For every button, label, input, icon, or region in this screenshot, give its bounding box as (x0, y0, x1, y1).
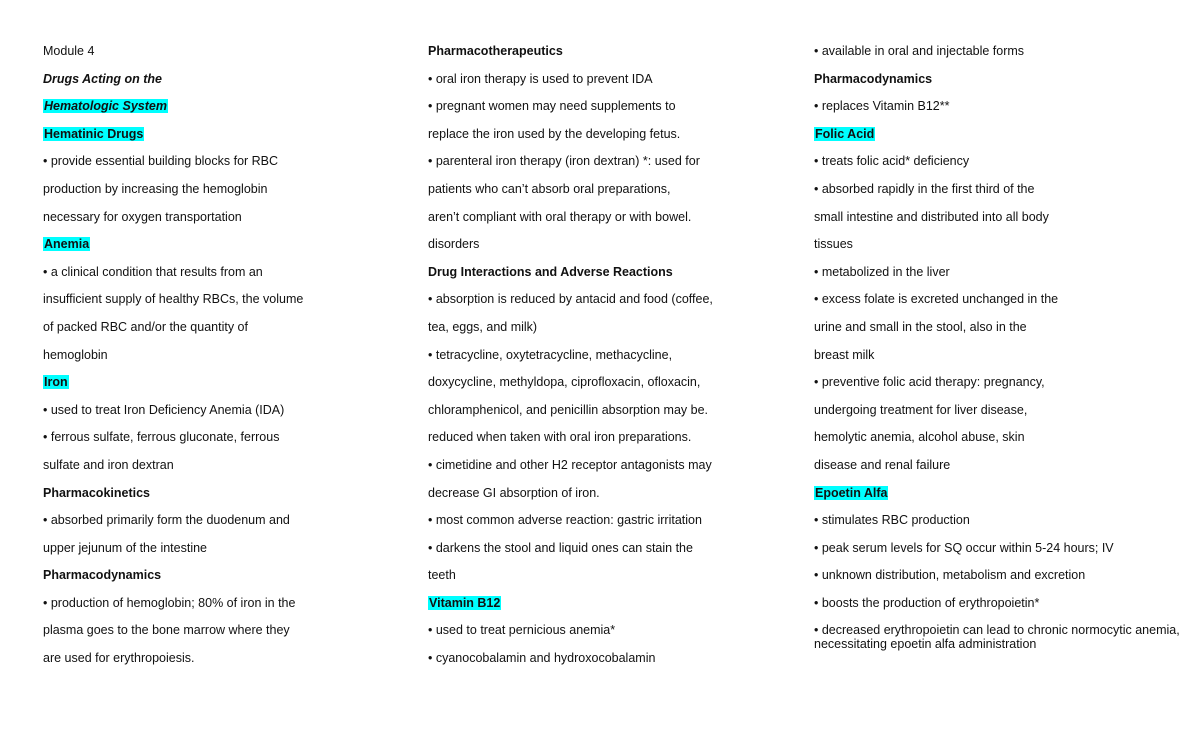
text-line: of packed RBC and/or the quantity of (43, 319, 248, 334)
text-line: • oral iron therapy is used to prevent IDA (428, 71, 653, 86)
text-line: • absorption is reduced by antacid and food (coffee, (428, 292, 713, 307)
text-line: • cyanocobalamin and hydroxocobalamin (428, 651, 656, 666)
text-line: patients who can’t absorb oral preparations, (428, 181, 671, 196)
document-title-line-2: Hematologic System (44, 99, 167, 114)
text-line: chloramphenicol, and penicillin absorption may be. (428, 402, 709, 417)
text-line: • absorbed primarily form the duodenum and (43, 513, 290, 528)
heading-hematinic-drugs: Hematinic Drugs (44, 126, 144, 141)
text-line: • cimetidine and other H2 receptor antagonists may (428, 457, 712, 472)
text-line: • used to treat pernicious anemia* (428, 623, 616, 638)
text-line: • treats folic acid* deficiency (814, 154, 970, 169)
column-left (43, 40, 383, 675)
text-line: decrease GI absorption of iron. (428, 485, 600, 500)
text-line: hemoglobin (43, 347, 108, 362)
text-line: tea, eggs, and milk) (428, 319, 538, 334)
text-line: breast milk (814, 347, 875, 362)
text-line: reduced when taken with oral iron preparations. (428, 430, 692, 445)
text-line: aren’t compliant with oral therapy or with bowel. (428, 209, 692, 224)
text-line: • stimulates RBC production (814, 513, 970, 528)
text-line: production by increasing the hemoglobin (43, 181, 268, 196)
text-line: upper jejunum of the intestine (43, 540, 207, 555)
text-line: small intestine and distributed into all body (814, 209, 1049, 224)
text-line: undergoing treatment for liver disease, (814, 402, 1028, 417)
text-line: necessary for oxygen transportation (43, 209, 242, 224)
text-line: • most common adverse reaction: gastric irritation (428, 513, 702, 528)
text-line: • peak serum levels for SQ occur within 5-24 hours; IV (814, 540, 1114, 555)
heading-folic-acid: Folic Acid (815, 126, 875, 141)
heading-anemia: Anemia (44, 237, 90, 252)
text-line: • parenteral iron therapy (iron dextran) *: used for (428, 154, 700, 169)
subheading-pharmacodynamics: Pharmacodynamics (814, 71, 933, 86)
heading-iron: Iron (44, 375, 68, 390)
subheading-pharmacokinetics: Pharmacokinetics (43, 485, 150, 500)
text-line: are used for erythropoiesis. (43, 651, 195, 666)
subheading-pharmacodynamics: Pharmacodynamics (43, 568, 162, 583)
column-right (814, 40, 1184, 653)
text-line: • provide essential building blocks for RBC (43, 154, 279, 169)
text-line: replace the iron used by the developing fetus. (428, 126, 681, 141)
document-title-line-1: Drugs Acting on the (43, 71, 162, 86)
text-line: • boosts the production of erythropoietin* (814, 595, 1040, 610)
text-line: disorders (428, 237, 480, 252)
text-line: urine and small in the stool, also in the (814, 319, 1027, 334)
text-line: • darkens the stool and liquid ones can stain the (428, 540, 693, 555)
text-line: teeth (428, 568, 456, 583)
module-label: Module 4 (43, 44, 95, 58)
text-line: plasma goes to the bone marrow where they (43, 623, 290, 638)
column-middle (428, 40, 788, 675)
text-line: • preventive folic acid therapy: pregnancy, (814, 375, 1045, 390)
text-line: sulfate and iron dextran (43, 457, 174, 472)
text-line: • available in oral and injectable forms (814, 44, 1025, 58)
text-line: • absorbed rapidly in the first third of the (814, 181, 1035, 196)
text-line: • unknown distribution, metabolism and excretion (814, 568, 1086, 583)
text-line: disease and renal failure (814, 457, 951, 472)
text-line: • ferrous sulfate, ferrous gluconate, ferrous (43, 430, 280, 445)
text-line-wrapped: • decreased erythropoietin can lead to chronic normocytic anemia, necessitating epoetin alfa administration (814, 623, 1180, 652)
heading-vitamin-b12: Vitamin B12 (429, 595, 501, 610)
text-line: hemolytic anemia, alcohol abuse, skin (814, 430, 1025, 445)
text-line: • excess folate is excreted unchanged in the (814, 292, 1059, 307)
text-line: • a clinical condition that results from an (43, 264, 263, 279)
text-line: • pregnant women may need supplements to (428, 99, 676, 114)
subheading-pharmacotherapeutics: Pharmacotherapeutics (428, 44, 563, 58)
text-line: • production of hemoglobin; 80% of iron in the (43, 595, 296, 610)
text-line: • replaces Vitamin B12** (814, 99, 950, 114)
text-line: • tetracycline, oxytetracycline, methacycline, (428, 347, 673, 362)
subheading-drug-interactions: Drug Interactions and Adverse Reactions (428, 264, 673, 279)
text-line: tissues (814, 237, 853, 252)
text-line: doxycycline, methyldopa, ciprofloxacin, ofloxacin, (428, 375, 701, 390)
text-line: • used to treat Iron Deficiency Anemia (IDA) (43, 402, 285, 417)
text-line: insufficient supply of healthy RBCs, the volume (43, 292, 304, 307)
heading-epoetin-alfa: Epoetin Alfa (815, 485, 888, 500)
text-line: • metabolized in the liver (814, 264, 950, 279)
